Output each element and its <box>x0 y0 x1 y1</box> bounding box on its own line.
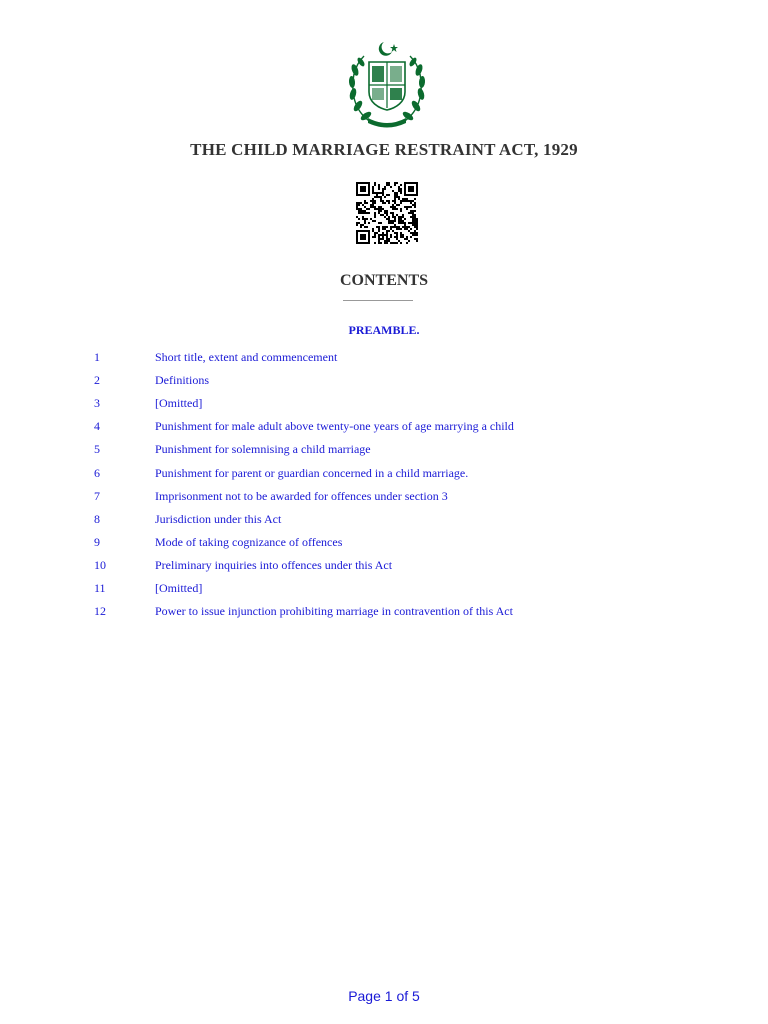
toc-item[interactable] <box>94 600 694 623</box>
toc-item-label[interactable]: Punishment for solemnising a child marriage <box>155 442 371 457</box>
act-title: THE CHILD MARRIAGE RESTRAINT ACT, 1929 <box>190 140 578 159</box>
toc-item[interactable] <box>94 346 694 369</box>
toc-item-label[interactable]: [Omitted] <box>155 580 203 595</box>
qr-code-icon <box>356 182 418 244</box>
toc-item[interactable] <box>94 508 694 531</box>
toc-item-label[interactable]: Punishment for parent or guardian concerned in a child marriage. <box>155 465 469 480</box>
contents-divider <box>343 300 413 301</box>
state-emblem-icon <box>344 40 430 132</box>
page-indicator: Page 1 of 5 <box>348 988 420 1004</box>
toc-item-label[interactable]: Imprisonment not to be awarded for offences under section 3 <box>155 488 448 503</box>
toc-item[interactable] <box>94 438 694 461</box>
toc-item-number: 9 <box>94 534 100 549</box>
toc-item[interactable] <box>94 461 694 484</box>
toc-item[interactable] <box>94 531 694 554</box>
table-of-contents <box>94 346 694 623</box>
toc-item-number: 1 <box>94 350 100 365</box>
toc-item-number: 4 <box>94 419 100 434</box>
toc-item-number: 6 <box>94 465 100 480</box>
toc-item-label[interactable]: Jurisdiction under this Act <box>155 511 282 526</box>
contents-heading: CONTENTS <box>339 272 429 289</box>
toc-item[interactable] <box>94 554 694 577</box>
toc-item-number: 7 <box>94 488 100 503</box>
toc-item-label[interactable]: [Omitted] <box>155 396 203 411</box>
toc-item-number: 5 <box>94 442 100 457</box>
toc-item-label[interactable]: Definitions <box>155 373 209 388</box>
toc-item-number: 8 <box>94 511 100 526</box>
toc-item-label[interactable]: Preliminary inquiries into offences under this Act <box>155 557 393 572</box>
toc-item-label[interactable]: Punishment for male adult above twenty-one years of age marrying a child <box>155 419 514 434</box>
toc-item[interactable] <box>94 577 694 600</box>
toc-item-label[interactable]: Short title, extent and commencement <box>155 350 338 365</box>
toc-item-label[interactable]: Power to issue injunction prohibiting marriage in contravention of this Act <box>155 604 513 619</box>
toc-item[interactable] <box>94 415 694 438</box>
toc-item[interactable] <box>94 485 694 508</box>
toc-item[interactable] <box>94 392 694 415</box>
toc-item-number: 10 <box>94 557 106 572</box>
toc-item-number: 12 <box>94 604 106 619</box>
toc-item-number: 3 <box>94 396 100 411</box>
toc-item-number: 2 <box>94 373 100 388</box>
toc-item-number: 11 <box>94 580 106 595</box>
toc-item[interactable] <box>94 369 694 392</box>
toc-item-label[interactable]: Mode of taking cognizance of offences <box>155 534 343 549</box>
preamble-link[interactable]: PREAMBLE. <box>348 323 420 337</box>
